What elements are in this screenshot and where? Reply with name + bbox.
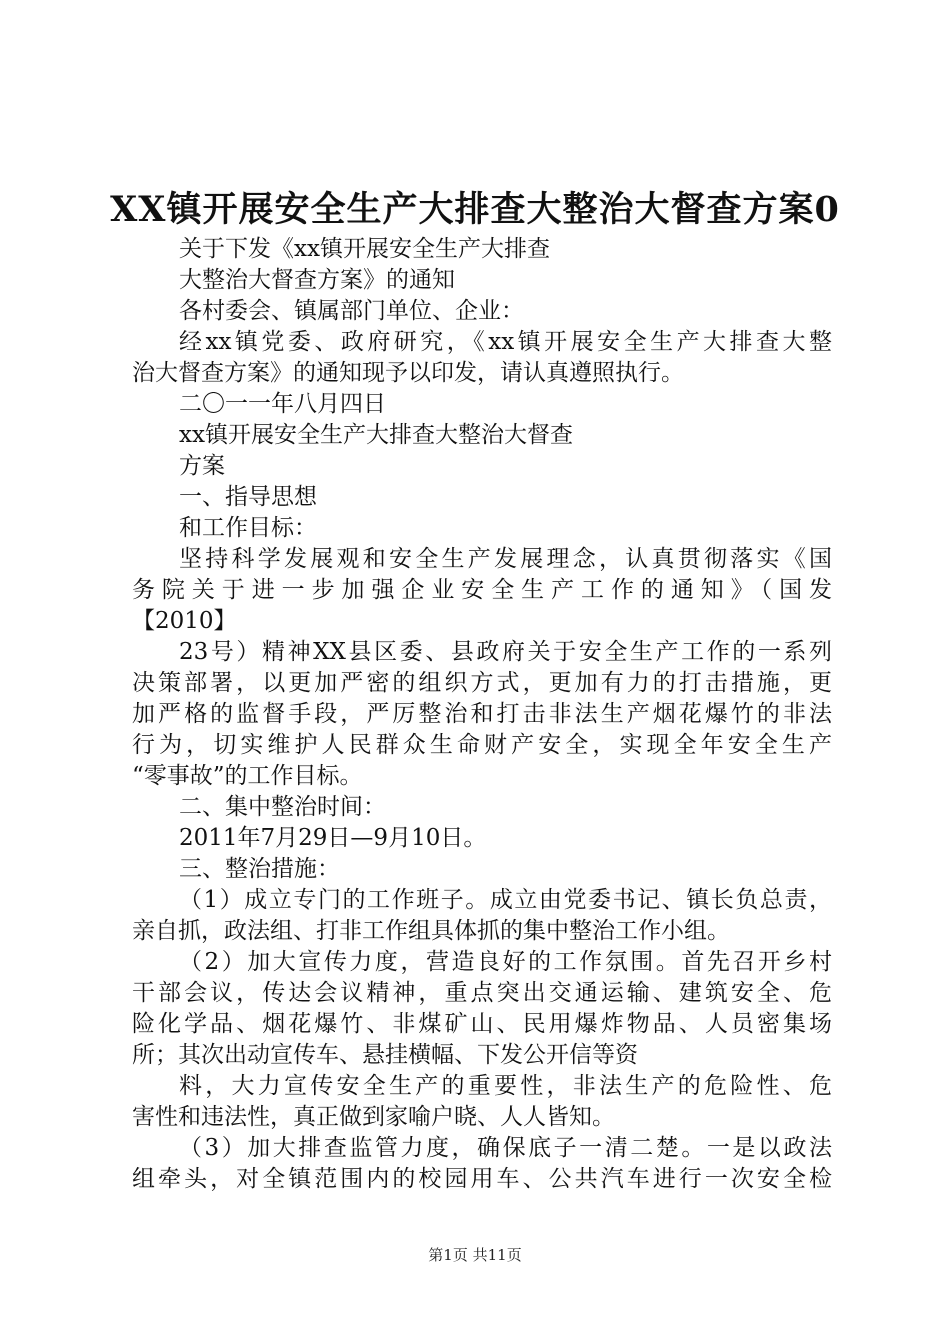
paragraph-line: 亲自抓，政法组、打非工作组具体抓的集中整治工作小组。 <box>132 918 730 944</box>
paragraph-line: 治大督查方案》的通知现予以印发，请认真遵照执行。 <box>132 360 684 386</box>
paragraph-line: 【2010】 <box>132 608 237 634</box>
paragraph: 2011年7月29日—9月10日。 <box>179 825 487 851</box>
paragraph-line: 加严格的监督手段，严厉整治和打击非法生产烟花爆竹的非法 <box>132 701 832 727</box>
document-body <box>132 234 832 1195</box>
section-heading: 一、指导思想 <box>179 484 317 510</box>
paragraph: 各村委会、镇属部门单位、企业： <box>179 298 524 324</box>
paragraph: 方案 <box>179 453 225 479</box>
paragraph-line: （3）加大排查监管力度，确保底子一清二楚。一是以政法 <box>179 1135 832 1161</box>
paragraph-line: 决策部署，以更加严密的组织方式，更加有力的打击措施，更 <box>132 670 832 696</box>
paragraph-line: 坚持科学发展观和安全生产发展理念，认真贯彻落实《国 <box>179 546 832 572</box>
section-heading: 二、集中整治时间： <box>179 794 386 820</box>
page-footer: 第1页 共11页 <box>428 1246 522 1264</box>
paragraph: 关于下发《xx镇开展安全生产大排查 <box>179 236 550 262</box>
paragraph-line: 害性和违法性，真正做到家喻户晓、人人皆知。 <box>132 1104 615 1130</box>
paragraph: 大整治大督查方案》的通知 <box>179 267 455 293</box>
paragraph-line: 干部会议，传达会议精神，重点突出交通运输、建筑安全、危 <box>132 980 832 1006</box>
paragraph-line: 务院关于进一步加强企业安全生产工作的通知》（国发 <box>132 577 832 603</box>
paragraph-line: 行为，切实维护人民群众生命财产安全，实现全年安全生产 <box>132 732 832 758</box>
paragraph-line: 险化学品、烟花爆竹、非煤矿山、民用爆炸物品、人员密集场 <box>132 1011 832 1037</box>
section-heading: 和工作目标： <box>179 515 317 541</box>
paragraph-line: （2）加大宣传力度，营造良好的工作氛围。首先召开乡村 <box>179 949 832 975</box>
paragraph-line: 经xx镇党委、政府研究，《xx镇开展安全生产大排查大整 <box>179 329 832 355</box>
paragraph-line: 所；其次出动宣传车、悬挂横幅、下发公开信等资 <box>132 1042 638 1068</box>
paragraph-line: （1）成立专门的工作班子。成立由党委书记、镇长负总责， <box>179 887 832 913</box>
section-heading: 三、整治措施： <box>179 856 340 882</box>
date-line: 二〇一一年八月四日 <box>179 391 386 417</box>
paragraph-line: 料，大力宣传安全生产的重要性，非法生产的危险性、危 <box>179 1073 832 1099</box>
paragraph-line: “零事故”的工作目标。 <box>132 763 363 789</box>
paragraph: xx镇开展安全生产大排查大整治大督查 <box>179 422 573 448</box>
document-title: XX镇开展安全生产大排查大整治大督查方案0 <box>110 189 840 230</box>
paragraph-line: 组牵头，对全镇范围内的校园用车、公共汽车进行一次安全检 <box>132 1166 832 1192</box>
paragraph-line: 23号）精神XX县区委、县政府关于安全生产工作的一系列 <box>179 639 832 665</box>
